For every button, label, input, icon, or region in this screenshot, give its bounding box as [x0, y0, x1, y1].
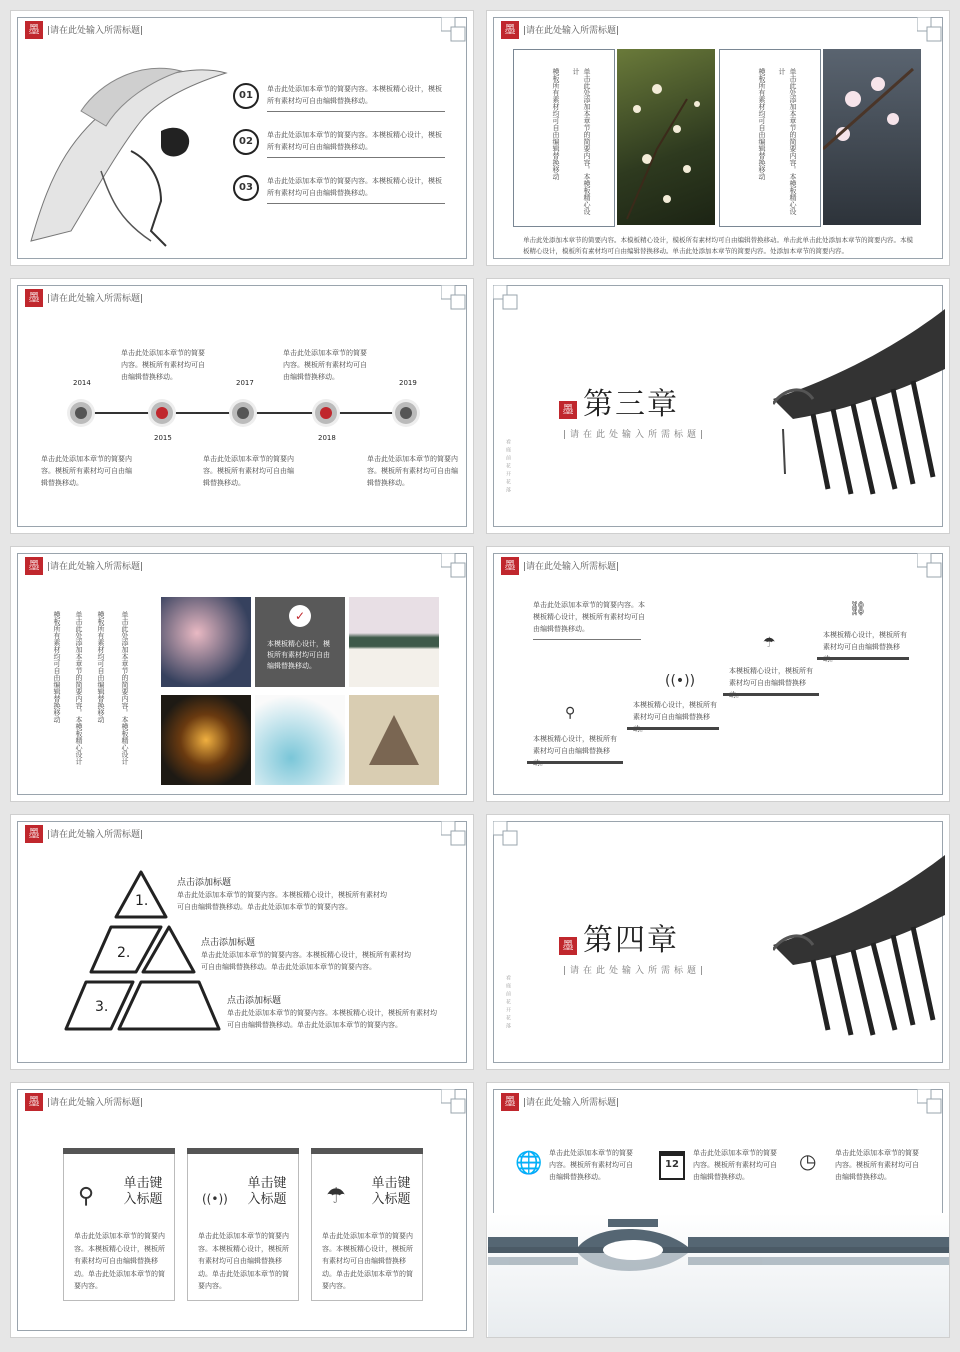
corner-ornament	[441, 285, 467, 311]
wall-blossom-photo	[349, 597, 439, 687]
year-label: 2014	[73, 379, 91, 387]
pyramid-level-number: 1.	[135, 893, 149, 909]
level-text: 单击此处添加本章节的简要内容。本模板精心设计，模板所有素材均可自由编辑替换移动。单击此处添加本章节的简要内容。	[227, 1009, 437, 1029]
corner-ornament	[917, 553, 943, 579]
timeline-node	[315, 402, 337, 424]
timeline-text: 单击此处添加本章节的简要内容。模板所有素材均可自由编辑替换移动。	[367, 455, 458, 487]
wireless-icon: ((•))	[202, 1192, 228, 1206]
card-title: 单击键入标题	[123, 1176, 163, 1207]
slide-10	[486, 1082, 950, 1338]
vertical-text: 模板所有素材均可自由编辑替换移动	[552, 68, 560, 180]
card-text: 单击此处添加本章节的简要内容。本模板精心设计，模板所有素材均可自由编辑替换移动。单击此处添加本章节的简要内容。	[198, 1232, 289, 1290]
bottom-text: 单击此处添加本章节的简要内容。本模板精心设计，模板所有素材均可自由编辑替换移动。单击此单击此处添加本章节的简要内容。本模板精心设计，模板所有素材均可自由编辑替换移动。单击此处添加本章节的简要内容。处添加本章节的简要内容。	[523, 236, 913, 255]
slide-1	[10, 10, 474, 266]
slide-header: |请在此处输入所需标题|	[523, 562, 620, 572]
item-number-03: 03	[233, 175, 259, 201]
ink-seal: 墨	[25, 557, 43, 575]
ink-seal: 墨	[559, 937, 577, 955]
pyramid-level-number: 2.	[117, 945, 131, 961]
card-title: 单击键入标题	[371, 1176, 411, 1207]
lantern-photo	[161, 695, 251, 785]
info-text: 单击此处添加本章节的简要内容。模板所有素材均可自由编辑替换移动。	[549, 1149, 633, 1181]
corner-ornament	[493, 821, 519, 847]
chapter-subtitle: |请在此处输入所需标题|	[563, 966, 708, 976]
triangle-art-photo	[349, 695, 439, 785]
ink-seal: 墨	[25, 21, 43, 39]
item-divider	[267, 111, 445, 112]
calendar-icon: 12	[659, 1151, 685, 1180]
ink-seal: 墨	[501, 1093, 519, 1111]
vertical-text: 单击此处添加本章节的简要内容。本模板精心设计	[75, 611, 83, 765]
slide-5	[10, 546, 474, 802]
item-number-02: 02	[233, 129, 259, 155]
level-title: 点击添加标题	[201, 938, 256, 948]
slide-header: |请在此处输入所需标题|	[47, 1098, 144, 1108]
ink-seal: 墨	[25, 1093, 43, 1111]
check-icon: ✓	[289, 605, 311, 627]
timeline-text: 单击此处添加本章节的简要内容。模板所有素材均可自由编辑替换移动。	[41, 455, 132, 487]
slide-4	[486, 278, 950, 534]
slide-8	[486, 814, 950, 1070]
corner-ornament	[441, 1089, 467, 1115]
vertical-text: 模板所有素材均可自由编辑替换移动	[97, 611, 105, 723]
step-text: 本模板精心设计，模板所有素材均可自由编辑替换移	[533, 735, 617, 755]
chapter-title: 第三章	[583, 387, 679, 422]
ink-seal: 墨	[501, 21, 519, 39]
bridge-landscape-illustration	[488, 1213, 950, 1337]
slide-header: |请在此处输入所需标题|	[47, 26, 144, 36]
timeline-text: 单击此处添加本章节的简要内容。模板所有素材均可自由编辑替换移动。	[203, 455, 294, 487]
card-bar	[63, 1148, 175, 1154]
vertical-text: 模板所有素材均可自由编辑替换移动	[53, 611, 61, 723]
umbrella-icon: ☂	[326, 1184, 346, 1209]
ink-seal: 墨	[25, 289, 43, 307]
step-text: 本模板精心设计，模板所有素材均可自由编辑替换移	[633, 701, 717, 721]
vertical-text: 单击此处添加本章节的简要内容。本模板精心设计	[572, 68, 591, 215]
brush-stroke	[527, 761, 623, 764]
item-text-03: 单击此处添加本章节的简要内容。本模板精心设计，模板所有素材均可自由编辑替换移动。	[267, 177, 442, 197]
temple-roof-illustration	[773, 309, 945, 509]
cloud-pattern-photo	[255, 695, 345, 785]
clock-icon: ◷	[799, 1149, 817, 1173]
brush-stroke	[627, 727, 719, 730]
item-divider	[267, 157, 445, 158]
vertical-text: 单击此处添加本章节的简要内容。本模板精心设计	[121, 611, 129, 765]
timeline-text: 单击此处添加本章节的简要内容。模板所有素材均可自由编辑替换移动。	[283, 349, 367, 381]
peony-painting-photo	[161, 597, 251, 687]
slide-7	[10, 814, 474, 1070]
overlay-text-card	[255, 597, 345, 687]
slide-9	[10, 1082, 474, 1338]
step-text: 本模板精心设计，模板所有素材均可自由编辑替换移	[729, 667, 813, 687]
item-divider	[267, 203, 445, 204]
search-icon: ⚲	[565, 705, 576, 721]
chapter-subtitle: |请在此处输入所需标题|	[563, 430, 708, 440]
slide-2	[486, 10, 950, 266]
text-box-right	[719, 49, 821, 227]
slide-header: |请在此处输入所需标题|	[523, 1098, 620, 1108]
intro-divider	[533, 639, 641, 640]
corner-ornament	[917, 17, 943, 43]
ink-seal: 墨	[501, 557, 519, 575]
info-text: 单击此处添加本章节的简要内容。模板所有素材均可自由编辑替换移动。	[835, 1149, 919, 1181]
year-label: 2018	[318, 434, 336, 442]
timeline-node	[70, 402, 92, 424]
corner-ornament	[441, 17, 467, 43]
timeline-node	[232, 402, 254, 424]
slide-header: |请在此处输入所需标题|	[47, 830, 144, 840]
vertical-text: 模板所有素材均可自由编辑替换移动	[758, 68, 766, 180]
item-text-02: 单击此处添加本章节的简要内容。本模板精心设计，模板所有素材均可自由编辑替换移动。	[267, 131, 442, 151]
globe-icon: 🌐	[515, 1151, 543, 1176]
card-text: 单击此处添加本章节的简要内容。本模板精心设计，模板所有素材均可自由编辑替换移动。单击此处添加本章节的简要内容。	[74, 1232, 165, 1290]
level-text: 单击此处添加本章节的简要内容。本模板精心设计，模板所有素材均可自由编辑替换移动。单击此处添加本章节的简要内容。	[201, 951, 411, 971]
temple-roof-illustration	[773, 855, 945, 1045]
slide-3	[10, 278, 474, 534]
level-title: 点击添加标题	[227, 996, 282, 1006]
item-number-01: 01	[233, 83, 259, 109]
timeline-node	[395, 402, 417, 424]
cherry-blossom-photo	[823, 49, 921, 225]
text-box-left	[513, 49, 615, 227]
timeline-text: 单击此处添加本章节的简要内容。模板所有素材均可自由编辑替换移动。	[121, 349, 205, 381]
corner-ornament	[917, 1089, 943, 1115]
corner-ornament	[441, 821, 467, 847]
side-poem: 看庭前花开花落	[505, 975, 511, 1031]
intro-text: 单击此处添加本章节的简要内容。本模板精心设计，模板所有素材均可自由编辑替换移动。	[533, 601, 645, 633]
brush-stroke	[723, 693, 819, 696]
link-icon: ⛓	[849, 601, 867, 617]
vertical-text: 单击此处添加本章节的简要内容。本模板精心设计	[778, 68, 797, 215]
plum-blossom-photo	[617, 49, 715, 225]
ink-seal: 墨	[25, 825, 43, 843]
feature-card	[311, 1153, 423, 1301]
slide-header: |请在此处输入所需标题|	[47, 562, 144, 572]
card-bar	[187, 1148, 299, 1154]
brush-stroke	[817, 657, 909, 660]
slide-header: |请在此处输入所需标题|	[523, 26, 620, 36]
corner-ornament	[441, 553, 467, 579]
level-text: 单击此处添加本章节的简要内容。本模板精心设计，模板所有素材均可自由编辑替换移动。单击此处添加本章节的简要内容。	[177, 891, 387, 911]
card-bar	[311, 1148, 423, 1154]
card-text: 单击此处添加本章节的简要内容。本模板精心设计，模板所有素材均可自由编辑替换移动。单击此处添加本章节的简要内容。	[322, 1232, 413, 1290]
chapter-title: 第四章	[583, 923, 679, 958]
slide-header: |请在此处输入所需标题|	[47, 294, 144, 304]
level-title: 点击添加标题	[177, 878, 232, 888]
year-label: 2015	[154, 434, 172, 442]
crane-illustration	[11, 51, 231, 251]
timeline-node	[151, 402, 173, 424]
year-label: 2017	[236, 379, 254, 387]
side-poem: 看庭前花开花落	[505, 439, 511, 495]
ink-seal: 墨	[559, 401, 577, 419]
umbrella-icon: ☂	[763, 635, 776, 651]
feature-card	[187, 1153, 299, 1301]
info-text: 单击此处添加本章节的简要内容。模板所有素材均可自由编辑替换移动。	[693, 1149, 777, 1181]
step-text: 本模板精心设计，模板所有素材均可自由编辑替换移	[823, 631, 907, 651]
year-label: 2019	[399, 379, 417, 387]
item-text-01: 单击此处添加本章节的简要内容。本模板精心设计，模板所有素材均可自由编辑替换移动。	[267, 85, 442, 105]
pyramid-level-number: 3.	[95, 999, 109, 1015]
slide-6	[486, 546, 950, 802]
card-title: 单击键入标题	[247, 1176, 287, 1207]
wireless-icon: ((•))	[665, 673, 696, 689]
search-icon: ⚲	[78, 1184, 95, 1209]
overlay-text: 本模板精心设计，模板所有素材均可自由编辑替换移动。	[267, 640, 330, 670]
feature-card	[63, 1153, 175, 1301]
corner-ornament	[493, 285, 519, 311]
